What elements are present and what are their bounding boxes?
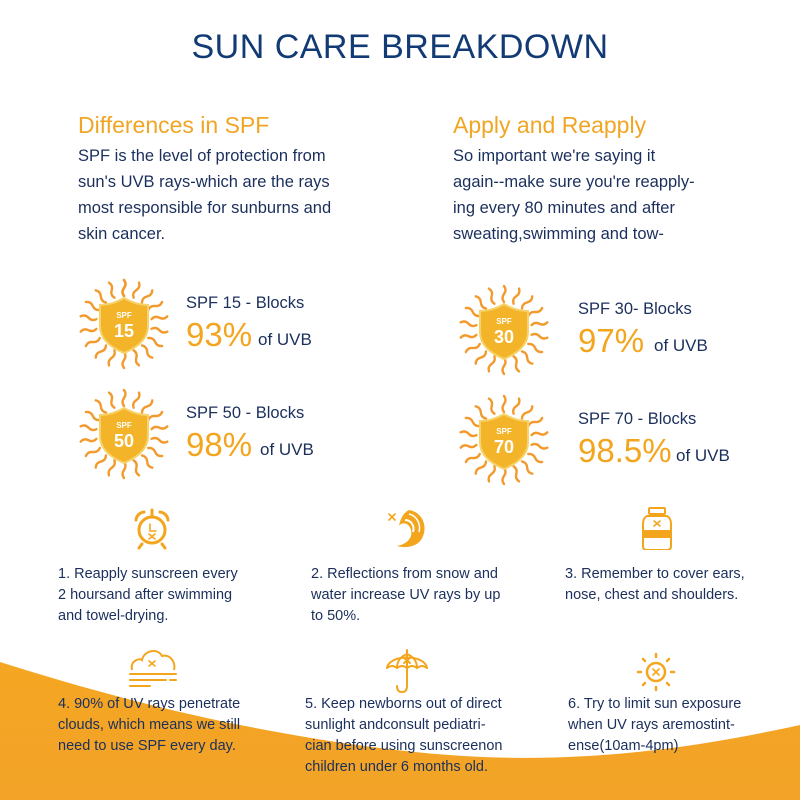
- section-body-spf-differences: [78, 143, 378, 247]
- spf-unit: of UVB: [260, 440, 314, 459]
- spf-unit: of UVB: [258, 330, 312, 349]
- spf-unit: of UVB: [654, 336, 708, 355]
- spf-card-50: [76, 386, 396, 486]
- section-body-apply-reapply: [453, 143, 773, 247]
- svg-text:SPF: SPF: [496, 317, 512, 326]
- svg-text:SPF: SPF: [496, 427, 512, 436]
- body-line: sweating,swimming and tow-: [453, 225, 664, 243]
- section-heading-apply-reapply: Apply and Reapply: [453, 112, 647, 138]
- tip-line: 5. Keep newborns out of direct: [305, 696, 502, 712]
- spf-percent: 93%: [186, 316, 253, 353]
- tip-line: and towel-drying.: [58, 608, 169, 624]
- tip-line: water increase UV rays by up: [311, 587, 501, 603]
- svg-text:SPF: SPF: [116, 421, 132, 430]
- svg-text:70: 70: [493, 437, 515, 457]
- svg-text:15: 15: [113, 321, 135, 341]
- body-line: So important we're saying it: [453, 147, 656, 165]
- body-line: again--make sure you're reapply-: [453, 173, 695, 191]
- spf-percent: 98%: [186, 426, 253, 463]
- spf-label: SPF 30- Blocks: [578, 300, 692, 318]
- tip-line: sunlight andconsult pediatri-: [305, 717, 486, 733]
- tip-line: 6. Try to limit sun exposure: [568, 696, 742, 712]
- tip-line: clouds, which means we still: [58, 717, 241, 733]
- tip-line: 4. 90% of UV rays penetrate: [58, 696, 241, 712]
- spf-label: SPF 50 - Blocks: [186, 404, 305, 422]
- page-title: SUN CARE BREAKDOWN: [191, 28, 609, 66]
- tip-line: 3. Remember to cover ears,: [565, 566, 745, 582]
- body-line: ing every 80 minutes and after: [453, 199, 675, 217]
- tip-line: to 50%.: [311, 608, 361, 624]
- body-line: skin cancer.: [78, 225, 166, 243]
- tip-line: nose, chest and shoulders.: [565, 587, 739, 603]
- wave-icon: [385, 506, 429, 550]
- tip-line: 2 hoursand after swimming: [58, 587, 233, 603]
- sun-shield-icon: [76, 276, 172, 372]
- tip-line: when UV rays aremostint-: [568, 717, 735, 733]
- spf-card-15: [76, 276, 396, 376]
- tip-text: [58, 564, 298, 627]
- spf-percent: 97%: [578, 322, 645, 359]
- tip-text: [305, 694, 545, 778]
- sun-shield-icon: [456, 282, 552, 378]
- body-line: SPF is the level of protection from: [78, 147, 326, 165]
- svg-text:SPF: SPF: [116, 311, 132, 320]
- spf-percent: 98.5%: [578, 432, 672, 469]
- alarm-clock-icon: [130, 506, 174, 550]
- cloud-icon: [128, 646, 178, 690]
- spf-card-70: [456, 392, 776, 492]
- body-line: sun's UVB rays-which are the rays: [78, 173, 330, 191]
- sun-icon: [636, 652, 676, 692]
- sunscreen-bottle-icon: [635, 506, 679, 550]
- svg-text:30: 30: [493, 327, 515, 347]
- sun-shield-icon: [456, 392, 552, 488]
- tip-line: cian before using sunscreenon: [305, 738, 503, 754]
- umbrella-icon: [385, 646, 429, 694]
- tip-text: [568, 694, 800, 757]
- tip-line: children under 6 months old.: [305, 759, 488, 775]
- spf-label: SPF 15 - Blocks: [186, 294, 305, 312]
- body-line: most responsible for sunburns and: [78, 199, 332, 217]
- tip-text: [565, 564, 800, 606]
- tip-line: 1. Reapply sunscreen every: [58, 566, 238, 582]
- tip-line: ense(10am-4pm): [568, 738, 679, 754]
- tip-line: need to use SPF every day.: [58, 738, 236, 754]
- sun-shield-icon: [76, 386, 172, 482]
- spf-unit: of UVB: [676, 446, 730, 465]
- section-heading-spf-differences: Differences in SPF: [78, 112, 270, 138]
- tip-text: [58, 694, 298, 757]
- spf-card-30: [456, 282, 776, 382]
- tip-line: 2. Reflections from snow and: [311, 566, 498, 582]
- svg-text:50: 50: [113, 431, 135, 451]
- tip-text: [311, 564, 551, 627]
- spf-label: SPF 70 - Blocks: [578, 410, 697, 428]
